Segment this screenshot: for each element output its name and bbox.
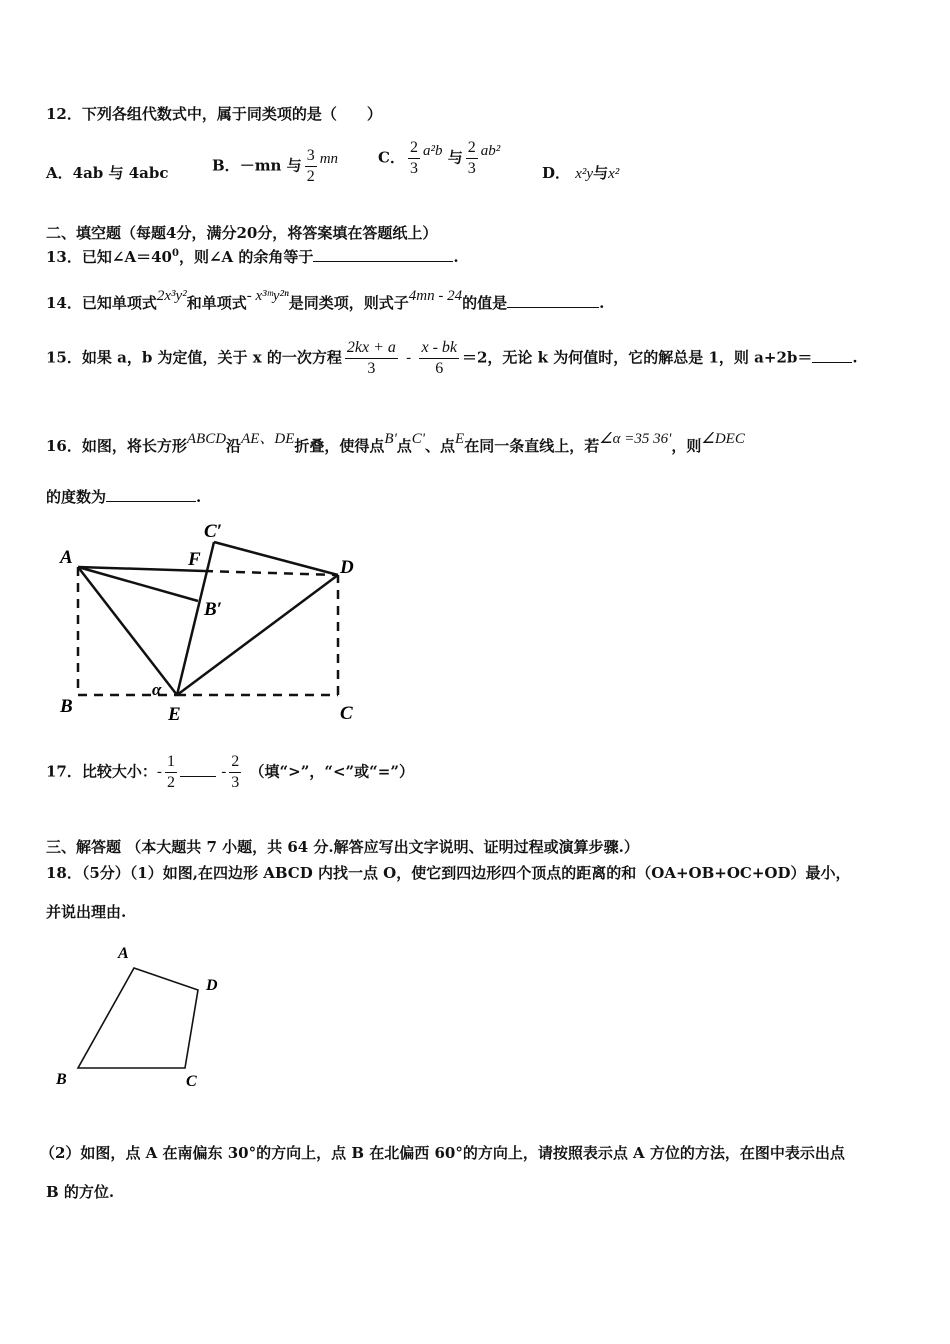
q14-monomial: - x³ᵐy²ⁿ [246, 288, 289, 304]
edge-c-prime-d [214, 542, 338, 575]
q16-line2 [46, 486, 201, 507]
q18-part2-line2: B 的方位. [46, 1183, 115, 1201]
q14-text: 和单项式 [186, 294, 247, 312]
q15 [46, 338, 858, 379]
q16-math: ABCD [186, 431, 227, 447]
label-c: C [340, 703, 353, 724]
answer-blank[interactable] [313, 247, 453, 262]
option-letter: A． [46, 164, 73, 182]
edge-af [78, 567, 204, 571]
q17-hint: （填“>”，“<”或“=”） [249, 762, 414, 781]
q17-text: 17．比较大小： [46, 762, 157, 781]
option-letter: B． [212, 156, 240, 175]
label-c: C [186, 1073, 197, 1090]
q15-minus: - [406, 348, 412, 367]
label-a: A [60, 547, 73, 568]
option-expr: x² [608, 166, 620, 182]
q16-math: E [455, 431, 465, 447]
q12-option-c [378, 138, 500, 179]
q18-part2-line1: （2）如图，点 A 在南偏东 30°的方向上，点 B 在北偏西 60°的方向上，请按照表示点 A 方位的方法，在图中表示出点 [40, 1144, 845, 1162]
fraction: $\frac{2}{3}$ [231, 753, 240, 791]
q14-text: 是同类项，则式子 [288, 294, 409, 312]
section-heading: 二、填空题（每题4分，满分20分，将答案填在答题纸上） [46, 224, 438, 242]
answer-blank[interactable] [812, 348, 852, 363]
q14-expression: 4mn - 24 [408, 288, 463, 304]
answer-blank[interactable] [180, 762, 216, 777]
label-b-prime: B′ [204, 599, 223, 620]
option-tail: mn [319, 150, 339, 167]
option-expr: 4ab 与 4abc [72, 164, 169, 182]
q16-end: . [196, 488, 202, 506]
q16-text: 16．如图，将长方形 [46, 437, 187, 455]
fraction: $\frac{2}{3}$ [467, 139, 476, 177]
q14 [46, 288, 605, 313]
quadrilateral-figure [50, 938, 240, 1098]
q16-math: ∠α =35 36' [599, 431, 672, 447]
option-letter: D． [542, 164, 571, 182]
label-d: D [340, 557, 354, 578]
fold-figure [40, 515, 380, 730]
fraction: $\frac{2}{3}$ [409, 139, 418, 177]
fraction: $\frac{x - bk}{6}$ [421, 339, 457, 377]
edge-ab-prime [78, 567, 198, 601]
quadrilateral-abcd [78, 968, 198, 1068]
q17-neg: - [221, 762, 227, 781]
q16-math: ∠DEC [701, 431, 745, 447]
q13-text: 13．已知∠A＝40 [46, 248, 172, 266]
label-b: B [60, 696, 73, 717]
label-d: D [206, 977, 218, 994]
q12-option-b [212, 146, 338, 187]
q16-math: C' [411, 431, 426, 447]
q14-end: . [599, 294, 605, 312]
q13-sup: 0 [171, 248, 179, 259]
option-expr: x²y [575, 166, 594, 182]
option-tail: a²b [422, 142, 443, 159]
fraction: $\frac{2kx + a}{3}$ [346, 339, 396, 377]
q16-text: 在同一条直线上，若 [464, 437, 600, 455]
q15-text: ＝2，无论 k 为何值时，它的解总是 1，则 a+2b＝ [462, 348, 813, 367]
label-alpha: α [152, 680, 162, 699]
edge-fd [204, 571, 338, 575]
label-a: A [118, 945, 129, 962]
q17 [46, 752, 414, 793]
q16-text: 的度数为 [46, 488, 107, 506]
q13 [46, 246, 459, 267]
answer-blank[interactable] [507, 293, 599, 308]
q16-math: B' [384, 431, 397, 447]
q16-math: AE、DE [241, 431, 295, 447]
q18-line1: 18．（5分）（1）如图,在四边形 ABCD 内找一点 O，使它到四边形四个顶点的距离的和（OA+OB+OC+OD）最小， [46, 864, 851, 882]
section-heading: 三、解答题 （本大题共 7 小题，共 64 分.解答应写出文字说明、证明过程或演算步骤.） [46, 838, 639, 856]
option-letter: C． [378, 148, 405, 167]
q16-text: 点 [396, 437, 412, 455]
q18-line2: 并说出理由. [46, 903, 127, 921]
q14-monomial: 2x³y² [156, 288, 187, 304]
option-prefix: －mn 与 [239, 156, 302, 175]
label-b: B [56, 1071, 67, 1088]
q12-option-a [46, 162, 169, 183]
q13-end: . [453, 248, 459, 266]
option-tail: ab² [480, 142, 501, 159]
label-f: F [188, 549, 201, 570]
q17-neg: - [156, 762, 162, 781]
q12-option-d [542, 162, 619, 183]
fraction: $\frac{1}{2}$ [166, 753, 175, 791]
q15-end: . [852, 348, 858, 367]
fraction: $\frac{3}{2}$ [306, 147, 315, 185]
q16-line1 [46, 431, 745, 456]
q16-text: 沿 [226, 437, 242, 455]
option-mid: 与 [447, 148, 463, 167]
q12-stem: 12．下列各组代数式中，属于同类项的是（ ） [46, 105, 382, 123]
answer-blank[interactable] [106, 487, 196, 502]
q16-text: 、点 [425, 437, 456, 455]
label-e: E [168, 704, 181, 725]
edge-ae [78, 567, 177, 695]
option-mid: 与 [593, 164, 609, 182]
q14-text: 的值是 [462, 294, 508, 312]
q16-text: ，则 [671, 437, 702, 455]
label-c-prime: C′ [204, 521, 223, 542]
q14-text: 14．已知单项式 [46, 294, 157, 312]
q15-text: 15．如果 a，b 为定值，关于 x 的一次方程 [46, 348, 342, 367]
q16-text: 折叠，使得点 [294, 437, 385, 455]
q13-text: ，则∠A 的余角等于 [178, 248, 314, 266]
